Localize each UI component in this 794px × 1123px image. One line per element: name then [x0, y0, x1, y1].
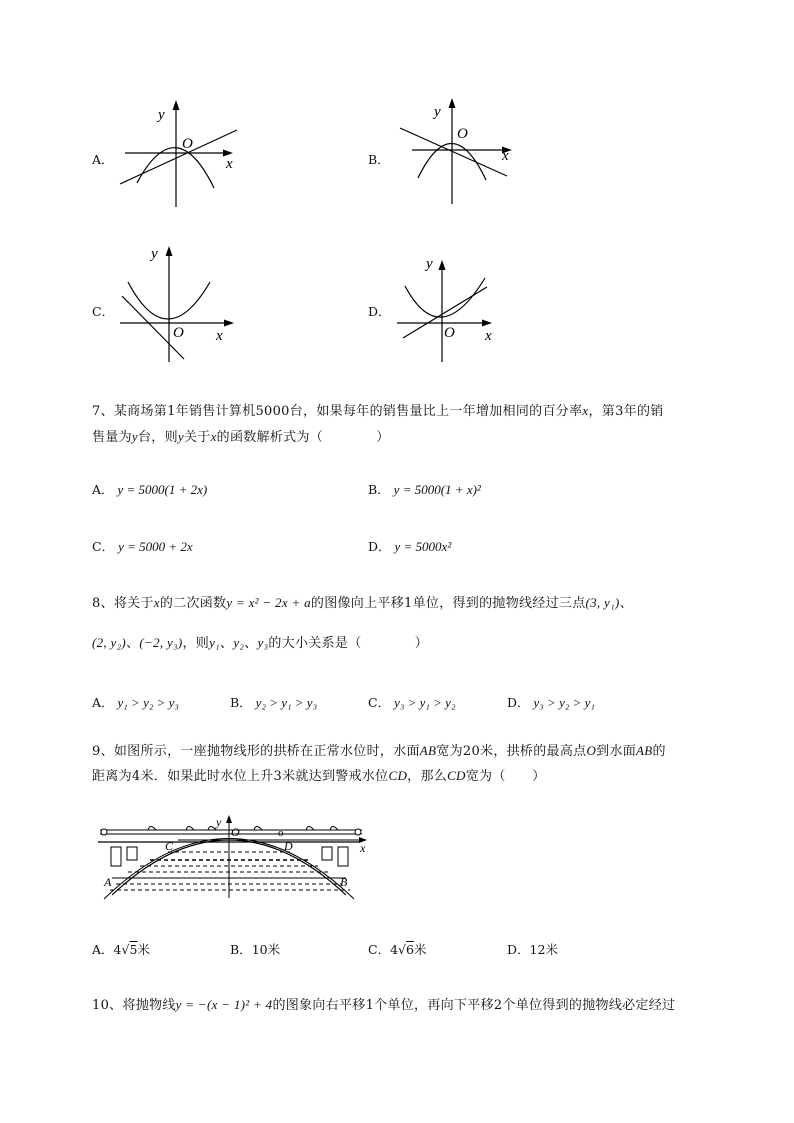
variable: x	[210, 429, 217, 444]
variable: x	[582, 403, 589, 418]
option-expression: y = 5000 + 2x	[118, 539, 193, 554]
text: ，那么	[407, 769, 448, 784]
radicand: 6	[406, 942, 414, 957]
variable: O	[586, 743, 597, 758]
y-axis-label: y	[151, 246, 158, 262]
x-axis-label: x	[216, 328, 223, 344]
sqrt-symbol: √	[398, 942, 406, 957]
option-expression: y = 5000(1 + 2x)	[117, 482, 208, 497]
option-label: D．	[507, 942, 530, 957]
q9-option-a[interactable]	[92, 940, 150, 958]
railing-sign: ō	[278, 827, 284, 839]
text: 米，拱桥的最高点	[480, 744, 587, 759]
point-b-label: B	[340, 875, 348, 889]
coefficient: 4	[113, 942, 122, 957]
text: 距离为	[92, 769, 132, 784]
variable: y₃	[257, 635, 269, 650]
number: 20	[462, 744, 481, 759]
number: 3	[273, 769, 283, 784]
sqrt-symbol: √	[121, 942, 130, 957]
y-axis-label: y	[158, 107, 165, 123]
point: (3, y₁)	[585, 595, 620, 610]
text: 的函数解析式为（ ）	[216, 430, 390, 445]
option-label: C．	[368, 695, 391, 710]
text: ，则	[182, 636, 210, 651]
option-label: B．	[230, 942, 252, 957]
origin-label: O	[457, 126, 468, 142]
option-label: A．	[92, 942, 114, 957]
text: 到水面	[596, 744, 637, 759]
unit: 米	[137, 942, 150, 957]
variable: y₂	[233, 635, 245, 650]
text: 、	[619, 596, 633, 611]
question-8-line-2: (2, y₂)、(−2, y₃)，则y₁、y₂、y₃的大小关系是（ ）	[92, 635, 429, 651]
option-label: C．	[92, 539, 115, 554]
text: 个单位得到的抛物线必定经过	[502, 998, 676, 1013]
option-label: A．	[92, 482, 114, 497]
text: 宽为	[436, 744, 463, 759]
text: 年销售计算机	[175, 404, 256, 419]
radicand: 5	[129, 942, 138, 957]
text: 台，如果每年的销售量比上一年增加相同的百分率	[289, 404, 583, 419]
text: 9、如图所示，一座抛物线形的拱桥在正常水位时，水面	[92, 744, 420, 759]
point: (2, y₂)	[92, 635, 127, 650]
value: 10	[251, 942, 268, 957]
option-expression: y₁ > y₂ > y₃	[117, 695, 179, 710]
x-axis-label: x	[226, 156, 233, 172]
value: 12	[529, 942, 546, 957]
y-axis-label: y	[216, 815, 222, 829]
point-d-label: D	[284, 839, 293, 853]
function-expression: y = −(x − 1)² + 4	[175, 997, 273, 1012]
unit: 米	[267, 942, 281, 957]
y-axis-label: y	[426, 256, 433, 272]
function-expression: y = x² − 2x + a	[226, 595, 311, 610]
option-label: D．	[368, 304, 391, 319]
option-label: A．	[92, 152, 114, 167]
number: 1	[365, 998, 375, 1013]
origin-label: O	[173, 325, 184, 341]
option-label: B．	[368, 152, 390, 167]
option-expression: y₃ > y₁ > y₂	[394, 695, 456, 710]
option-expression: y = 5000(1 + x)²	[393, 482, 481, 497]
text: 10、将抛物线	[92, 998, 176, 1013]
option-label: C．	[368, 942, 391, 957]
text: 的图像向上平移	[310, 596, 405, 611]
number: 1	[167, 404, 176, 419]
option-expression: y₃ > y₂ > y₁	[533, 695, 595, 710]
x-axis-label: x	[502, 148, 509, 164]
text: 的图象向右平移	[272, 998, 366, 1013]
text: 8、将关于	[92, 596, 154, 611]
origin-label: O	[182, 136, 193, 152]
text: 个单位，再向下平移	[374, 998, 494, 1013]
number: 4	[131, 769, 141, 784]
option-expression: y₂ > y₁ > y₃	[255, 695, 318, 710]
text: 年的销	[623, 404, 664, 419]
text: 7、某商场第	[92, 404, 168, 419]
number: 3	[615, 404, 624, 419]
text: 、	[126, 636, 140, 651]
x-axis-label: x	[360, 841, 366, 855]
unit: 米	[545, 942, 558, 957]
text: 关于	[183, 430, 211, 445]
variable: AB	[419, 743, 437, 758]
point-a-label: A	[104, 875, 112, 889]
text: 的	[652, 744, 666, 759]
text: 的大小关系是（ ）	[268, 636, 429, 651]
variable: y₁	[209, 635, 220, 650]
y-axis-label: y	[434, 104, 441, 120]
text: 售量为	[92, 430, 132, 445]
text: 宽为（ ）	[465, 769, 546, 784]
variable: CD	[447, 768, 466, 783]
option-label: B．	[230, 695, 252, 710]
variable: y	[131, 429, 138, 444]
variable: AB	[636, 743, 653, 758]
coefficient: 4	[390, 942, 399, 957]
variable: x	[153, 595, 160, 610]
number: 2	[493, 998, 503, 1013]
x-axis-label: x	[485, 328, 492, 344]
text: 米．如果此时水位上升	[140, 769, 274, 784]
option-label: C．	[92, 304, 115, 319]
option-label: B．	[368, 482, 390, 497]
origin-label: O	[444, 325, 455, 341]
variable: y	[177, 429, 184, 444]
text: 米就达到警戒水位	[282, 769, 389, 784]
q9-option-d[interactable]	[507, 940, 558, 958]
question-10-line-1	[92, 996, 675, 1015]
option-label: D．	[507, 695, 530, 710]
number: 1	[404, 596, 413, 611]
variable: CD	[388, 768, 408, 783]
option-expression: y = 5000x²	[394, 539, 452, 554]
option-label: D．	[368, 539, 391, 554]
q9-option-b[interactable]	[230, 940, 280, 958]
point-c-label: C	[165, 839, 174, 853]
text: 的二次函数	[159, 596, 227, 611]
unit: 米	[413, 942, 427, 957]
origin-label: O	[231, 825, 240, 839]
option-label: A．	[92, 695, 114, 710]
text: ，第	[588, 404, 616, 419]
number: 5000	[255, 404, 290, 419]
text: 单位，得到的抛物线经过三点	[412, 596, 586, 611]
q9-option-c[interactable]	[368, 940, 426, 958]
text: 台，则	[137, 430, 178, 445]
point: (−2, y₃)	[139, 635, 183, 650]
